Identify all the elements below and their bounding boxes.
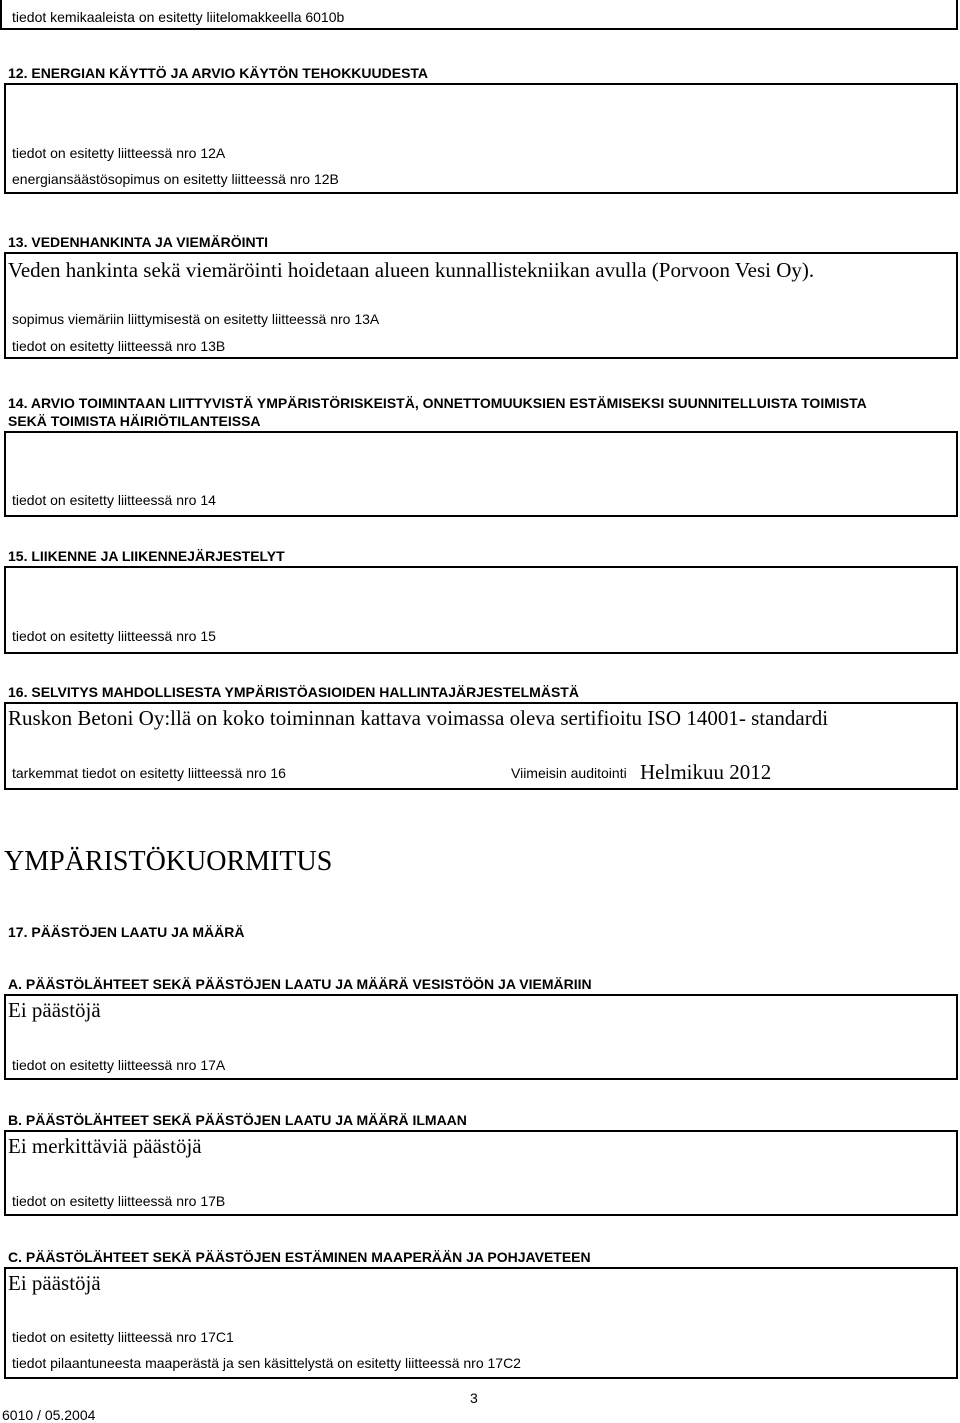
section-12-line-1: tiedot on esitetty liitteessä nro 12A	[12, 145, 226, 161]
audit-value: Helmikuu 2012	[640, 760, 772, 784]
section-16-line-1: tarkemmat tiedot on esitetty liitteessä nro 16	[12, 765, 286, 781]
section-16-statement: Ruskon Betoni Oy:llä on koko toiminnan kattava voimassa oleva sertifioitu ISO 14001- standardi	[8, 706, 829, 730]
section-17a-heading: A. PÄÄSTÖLÄHTEET SEKÄ PÄÄSTÖJEN LAATU JA MÄÄRÄ VESISTÖÖN JA VIEMÄRIIN	[8, 976, 592, 992]
section-17b-line-1: tiedot on esitetty liitteessä nro 17B	[12, 1193, 226, 1209]
section-title: YMPÄRISTÖKUORMITUS	[4, 846, 333, 877]
page-number: 3	[470, 1390, 478, 1406]
section-12-line-2: energiansäästösopimus on esitetty liitteessä nro 12B	[12, 171, 339, 187]
section-17c-line-1: tiedot on esitetty liitteessä nro 17C1	[12, 1329, 234, 1345]
section-13-line-2: tiedot on esitetty liitteessä nro 13B	[12, 338, 226, 354]
section-17b-statement: Ei merkittäviä päästöjä	[8, 1134, 202, 1158]
section-17c-heading: C. PÄÄSTÖLÄHTEET SEKÄ PÄÄSTÖJEN ESTÄMINEN MAAPERÄÄN JA POHJAVETEEN	[8, 1249, 591, 1265]
section-15-heading: 15. LIIKENNE JA LIIKENNEJÄRJESTELYT	[8, 548, 285, 564]
section-13-line-1: sopimus viemäriin liittymisestä on esitetty liitteessä nro 13A	[12, 311, 380, 327]
section-15-line-1: tiedot on esitetty liitteessä nro 15	[12, 628, 216, 644]
section-17-heading: 17. PÄÄSTÖJEN LAATU JA MÄÄRÄ	[8, 924, 245, 940]
chemicals-attachment-text: tiedot kemikaaleista on esitetty liitelomakkeella 6010b	[12, 9, 345, 25]
section-14-heading-line-1: 14. ARVIO TOIMINTAAN LIITTYVISTÄ YMPÄRISTÖRISKEISTÄ, ONNETTOMUUKSIEN ESTÄMISEKSI SUUNNITELLUISTA TOIMISTA	[8, 395, 867, 411]
section-17c-line-2: tiedot pilaantuneesta maaperästä ja sen käsittelystä on esitetty liitteessä nro 17C2	[12, 1355, 521, 1371]
section-17c-statement: Ei päästöjä	[8, 1271, 101, 1295]
section-17a-statement: Ei päästöjä	[8, 998, 101, 1022]
section-17b-heading: B. PÄÄSTÖLÄHTEET SEKÄ PÄÄSTÖJEN LAATU JA MÄÄRÄ ILMAAN	[8, 1112, 467, 1128]
section-14-heading-line-2: SEKÄ TOIMISTA HÄIRIÖTILANTEISSA	[8, 413, 261, 429]
audit-label: Viimeisin auditointi	[511, 765, 627, 781]
section-17a-line-1: tiedot on esitetty liitteessä nro 17A	[12, 1057, 226, 1073]
section-16-heading: 16. SELVITYS MAHDOLLISESTA YMPÄRISTÖASIOIDEN HALLINTAJÄRJESTELMÄSTÄ	[8, 684, 579, 700]
section-13-heading: 13. VEDENHANKINTA JA VIEMÄRÖINTI	[8, 234, 269, 250]
form-code: 6010 / 05.2004	[2, 1407, 96, 1423]
section-14-line-1: tiedot on esitetty liitteessä nro 14	[12, 492, 216, 508]
section-12-heading: 12. ENERGIAN KÄYTTÖ JA ARVIO KÄYTÖN TEHOKKUUDESTA	[8, 65, 429, 81]
section-13-statement: Veden hankinta sekä viemäröinti hoidetaan alueen kunnallistekniikan avulla (Porvoon Vesi Oy).	[8, 258, 815, 282]
